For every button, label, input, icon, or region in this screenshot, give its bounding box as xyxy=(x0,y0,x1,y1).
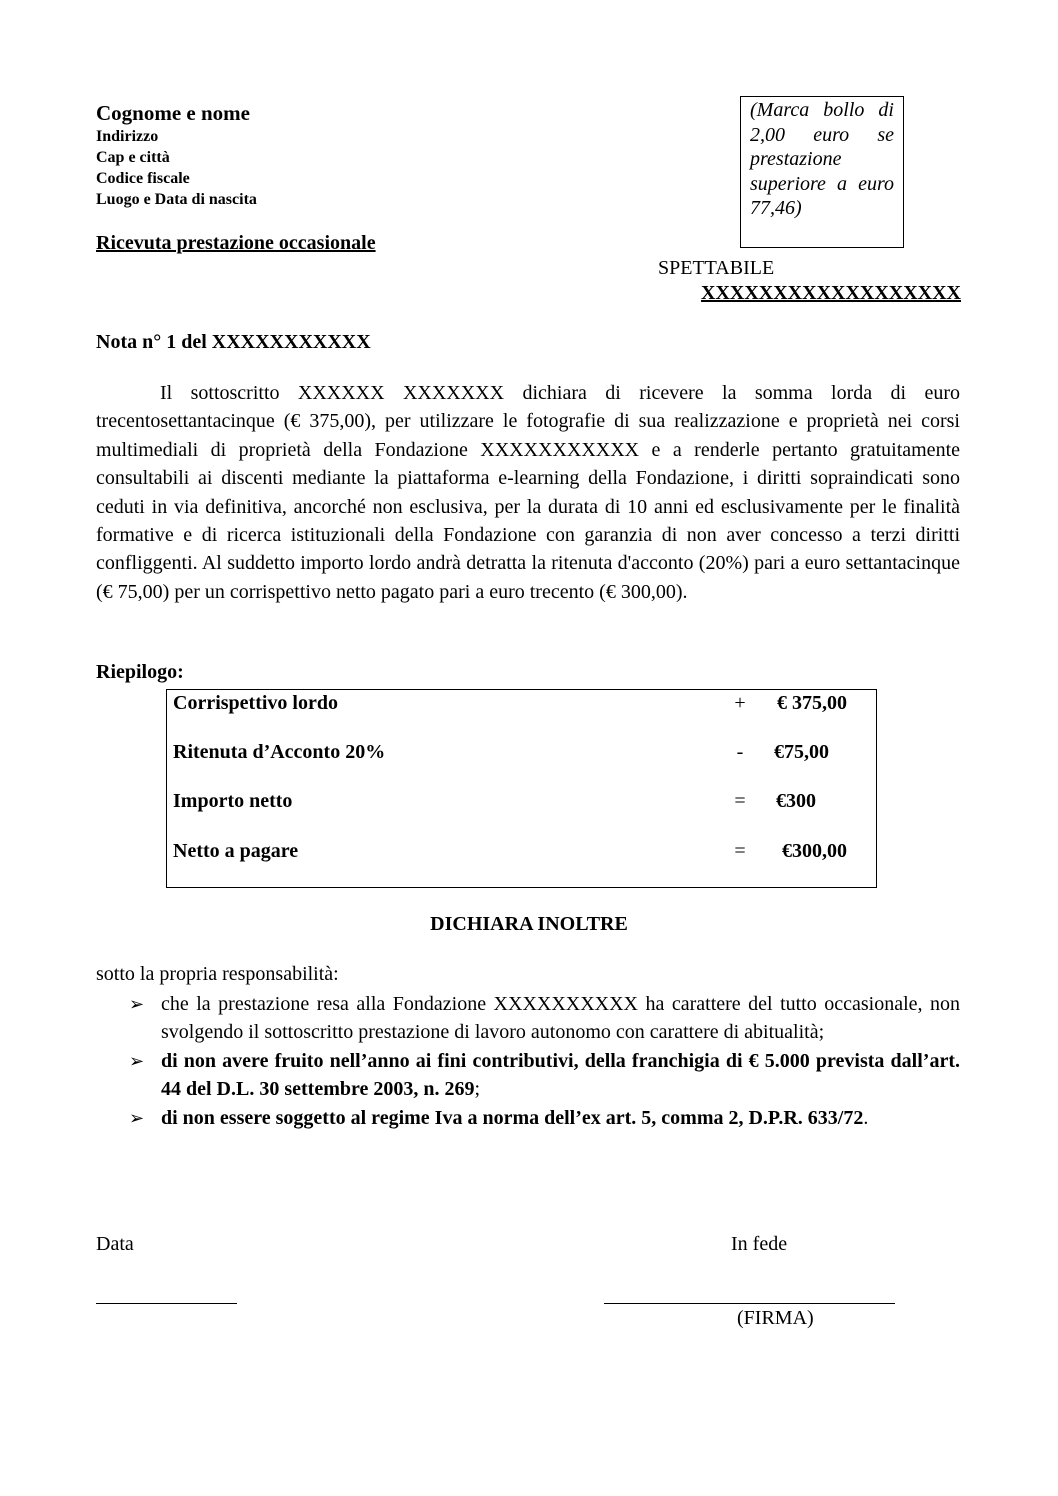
riepilogo-table xyxy=(166,689,877,888)
riepilogo-row-label: Ritenuta d’Acconto 20% xyxy=(173,741,386,763)
sender-address: Indirizzo xyxy=(96,128,159,145)
declarations-list xyxy=(96,990,960,1132)
arrow-bullet-icon: ➢ xyxy=(129,1050,145,1071)
sender-tax-code: Codice fiscale xyxy=(96,170,190,187)
declaration-text: di non avere fruito nell’anno ai fini contributivi, della franchigia di € 5.000 prevista dall’art. 44 del D.L. 30 settembre 2003, n. 269 xyxy=(161,1049,960,1101)
riepilogo-row-amount: €300 xyxy=(776,790,816,812)
list-item xyxy=(96,1104,960,1132)
nota-heading: Nota n° 1 del XXXXXXXXXXX xyxy=(96,331,371,353)
riepilogo-row-sign: = xyxy=(734,840,746,862)
sender-block xyxy=(96,100,257,210)
signature-line xyxy=(604,1303,895,1304)
riepilogo-row-label: Netto a pagare xyxy=(173,840,299,862)
riepilogo-row xyxy=(167,692,876,718)
declaration-suffix: ; xyxy=(474,1078,481,1101)
document-title: Ricevuta prestazione occasionale xyxy=(96,232,376,254)
riepilogo-row xyxy=(167,840,876,866)
declaration-text: che la prestazione resa alla Fondazione XXXXXXXXXX ha carattere del tutto occasionale, non svolgendo il sottoscritto prestazione di lavoro autonomo con carattere di abitualità; xyxy=(161,993,960,1044)
riepilogo-label: Riepilogo: xyxy=(96,661,184,683)
declaration-text: di non essere soggetto al regime Iva a norma dell’ex art. 5, comma 2, D.P.R. 633/72 xyxy=(161,1106,864,1129)
riepilogo-row-sign: + xyxy=(734,692,746,714)
declaration-suffix: . xyxy=(863,1106,869,1129)
riepilogo-row-sign: = xyxy=(734,790,746,812)
riepilogo-row-amount: €75,00 xyxy=(774,741,829,763)
riepilogo-row-label: Corrispettivo lordo xyxy=(173,692,338,714)
revenue-stamp-box: (Marca bollo di 2,00 euro se prestazione superiore a euro 77,46) xyxy=(740,96,904,248)
riepilogo-row-label: Importo netto xyxy=(173,790,293,812)
sender-city: Cap e città xyxy=(96,149,170,166)
date-line xyxy=(96,1303,237,1304)
in-fede-label: In fede xyxy=(731,1233,788,1255)
dichiara-heading: DICHIARA INOLTRE xyxy=(430,913,628,935)
date-label: Data xyxy=(96,1233,134,1255)
sender-birth: Luogo e Data di nascita xyxy=(96,191,257,208)
riepilogo-row-amount: €300,00 xyxy=(782,840,847,862)
body-paragraph: Il sottoscritto XXXXXX XXXXXXX dichiara di ricevere la somma lorda di euro trecentosettantacinque (€ 375,00), per utilizzare le fotografie di sua realizzazione e proprietà nei corsi multimediali di proprietà della Fondazione XXXXXXXXXXX e a renderle pertanto gratuitamente consultabili ai discenti mediante la piattaforma e-learning della Fondazione, i diritti sopraindicati sono ceduti in via definitiva, ancorché non esclusiva, per la durata di 10 anni ed esclusivamente per le finalità formative e di ricerca istituzionali della Fondazione con garanzia di non aver concesso a terzi diritti confliggenti. Al suddetto importo lordo andrà detratta la ritenuta d'acconto (20%) pari a euro settantacinque (€ 75,00) per un corrispettivo netto pagato pari a euro trecento (€ 300,00). xyxy=(96,382,960,603)
arrow-bullet-icon: ➢ xyxy=(129,1107,145,1128)
riepilogo-row-amount: € 375,00 xyxy=(777,692,847,714)
list-item xyxy=(96,990,960,1047)
list-item xyxy=(96,1047,960,1104)
sender-name: Cognome e nome xyxy=(96,101,250,125)
recipient-salutation: SPETTABILE xyxy=(658,257,775,279)
recipient-name: XXXXXXXXXXXXXXXXXX xyxy=(701,282,961,304)
firma-label: (FIRMA) xyxy=(737,1307,814,1329)
riepilogo-row-sign: - xyxy=(736,741,744,763)
responsibility-intro: sotto la propria responsabilità: xyxy=(96,963,339,985)
riepilogo-row xyxy=(167,741,876,767)
riepilogo-row xyxy=(167,790,876,816)
arrow-bullet-icon: ➢ xyxy=(129,994,145,1014)
